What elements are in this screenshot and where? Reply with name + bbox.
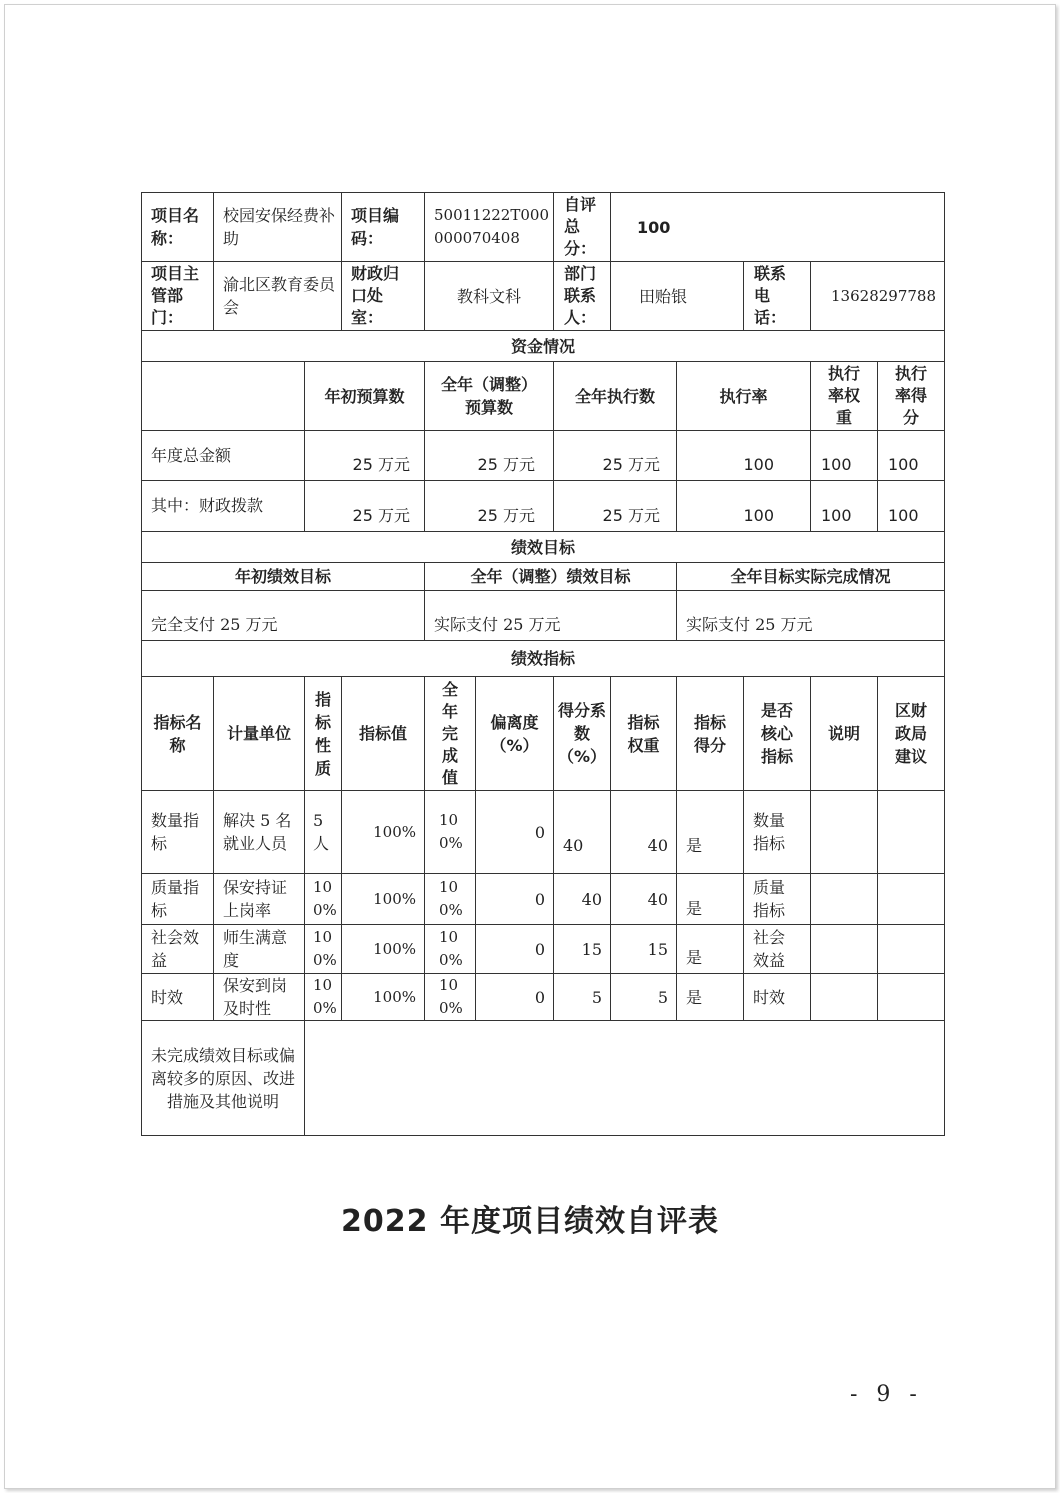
ind-col-name: 指标名称 [141, 676, 214, 791]
ind-row-completed: 100% [424, 873, 476, 925]
ind-row-note [810, 924, 878, 974]
ind-col-score: 指标得分 [676, 676, 744, 791]
ind-row-coef: 40 [553, 790, 611, 874]
ind-col-weight: 指标权重 [610, 676, 677, 791]
ind-row-nature: 100% [304, 924, 342, 974]
finance-value: 教科文科 [424, 261, 554, 331]
ind-row-deviation: 0 [475, 924, 554, 974]
goals-col-initial: 年初绩效目标 [141, 562, 425, 591]
ind-row-advice [877, 790, 945, 874]
self-score-value: 100 [610, 192, 945, 262]
ind-row-score: 是 [676, 924, 744, 974]
ind-col-note: 说明 [810, 676, 878, 791]
ind-row-advice [877, 973, 945, 1021]
ind-row-value: 100% [341, 924, 425, 974]
funds-row-initial: 25 万元 [304, 430, 425, 481]
ind-row-core: 社会效益 [743, 924, 811, 974]
funds-row-rate: 100 [676, 430, 811, 481]
dept-label: 项目主管部门： [141, 261, 214, 331]
funds-header-blank [141, 361, 305, 431]
ind-row-core: 时效 [743, 973, 811, 1021]
ind-row-weight: 15 [610, 924, 677, 974]
ind-row-deviation: 0 [475, 873, 554, 925]
ind-row-unit: 师生满意度 [213, 924, 305, 974]
goal-actual: 实际支付 25 万元 [676, 590, 945, 641]
contact-label: 部门联系人： [553, 261, 611, 331]
reason-value [304, 1020, 945, 1136]
funds-row-weight: 100 [810, 430, 878, 481]
ind-row-nature: 5人 [304, 790, 342, 874]
contact-value: 田贻银 [610, 261, 744, 331]
ind-row-unit: 解决 5 名就业人员 [213, 790, 305, 874]
ind-row-weight: 40 [610, 790, 677, 874]
reason-label: 未完成绩效目标或偏离较多的原因、改进措施及其他说明 [141, 1020, 305, 1136]
funds-col-adjusted: 全年（调整）预算数 [424, 361, 554, 431]
phone-value: 13628297788 [810, 261, 945, 331]
page-number: - 9 - [850, 1382, 923, 1407]
goal-adjusted: 实际支付 25 万元 [424, 590, 677, 641]
ind-col-advice: 区财政局建议 [877, 676, 945, 791]
funds-col-executed: 全年执行数 [553, 361, 677, 431]
ind-row-note [810, 973, 878, 1021]
funds-col-score: 执行率得分 [877, 361, 945, 431]
finance-label: 财政归口处室： [341, 261, 425, 331]
ind-row-weight: 40 [610, 873, 677, 925]
project-code: 50011222T000000070408 [424, 192, 554, 262]
ind-col-deviation: 偏离度（%） [475, 676, 554, 791]
ind-row-deviation: 0 [475, 973, 554, 1021]
ind-row-note [810, 790, 878, 874]
ind-row-name: 时效 [141, 973, 214, 1021]
goal-initial: 完全支付 25 万元 [141, 590, 425, 641]
funds-row-rate: 100 [676, 480, 811, 532]
ind-col-unit: 计量单位 [213, 676, 305, 791]
ind-row-unit: 保安到岗及时性 [213, 973, 305, 1021]
funds-section-title: 资金情况 [141, 330, 945, 362]
funds-row-label: 其中：财政拨款 [141, 480, 305, 532]
ind-col-core: 是否核心指标 [743, 676, 811, 791]
ind-row-coef: 40 [553, 873, 611, 925]
funds-col-initial: 年初预算数 [304, 361, 425, 431]
funds-row-adjusted: 25 万元 [424, 430, 554, 481]
funds-row-score: 100 [877, 480, 945, 532]
ind-row-coef: 15 [553, 924, 611, 974]
ind-row-name: 数量指标 [141, 790, 214, 874]
funds-row-label: 年度总金额 [141, 430, 305, 481]
phone-label: 联系电话： [743, 261, 811, 331]
ind-row-value: 100% [341, 873, 425, 925]
funds-row-executed: 25 万元 [553, 430, 677, 481]
goals-section-title: 绩效目标 [141, 531, 945, 563]
ind-col-nature: 指标性质 [304, 676, 342, 791]
ind-row-deviation: 0 [475, 790, 554, 874]
ind-row-advice [877, 924, 945, 974]
project-code-label: 项目编码： [341, 192, 425, 262]
ind-row-completed: 100% [424, 790, 476, 874]
ind-row-value: 100% [341, 973, 425, 1021]
ind-row-note [810, 873, 878, 925]
ind-row-unit: 保安持证上岗率 [213, 873, 305, 925]
indicators-section-title: 绩效指标 [141, 640, 945, 677]
ind-row-core: 质量指标 [743, 873, 811, 925]
funds-row-initial: 25 万元 [304, 480, 425, 532]
dept-value: 渝北区教育委员会 [213, 261, 342, 331]
ind-row-completed: 100% [424, 973, 476, 1021]
ind-row-score: 是 [676, 973, 744, 1021]
ind-row-advice [877, 873, 945, 925]
ind-row-completed: 100% [424, 924, 476, 974]
funds-row-executed: 25 万元 [553, 480, 677, 532]
funds-row-adjusted: 25 万元 [424, 480, 554, 532]
ind-row-name: 社会效益 [141, 924, 214, 974]
ind-row-name: 质量指标 [141, 873, 214, 925]
goals-col-actual: 全年目标实际完成情况 [676, 562, 945, 591]
page-title: 2022 年度项目绩效自评表 [341, 1204, 719, 1239]
funds-row-weight: 100 [810, 480, 878, 532]
project-name-label: 项目名称： [141, 192, 214, 262]
ind-row-coef: 5 [553, 973, 611, 1021]
ind-row-nature: 100% [304, 973, 342, 1021]
ind-row-score: 是 [676, 790, 744, 874]
self-score-label: 自评总分： [553, 192, 611, 262]
ind-row-nature: 100% [304, 873, 342, 925]
ind-row-score: 是 [676, 873, 744, 925]
funds-row-score: 100 [877, 430, 945, 481]
project-name: 校园安保经费补助 [213, 192, 342, 262]
goals-col-adjusted: 全年（调整）绩效目标 [424, 562, 677, 591]
ind-row-value: 100% [341, 790, 425, 874]
ind-col-completed: 全年完成值 [424, 676, 476, 791]
ind-row-core: 数量指标 [743, 790, 811, 874]
funds-col-rate: 执行率 [676, 361, 811, 431]
funds-col-weight: 执行率权重 [810, 361, 878, 431]
ind-col-coef: 得分系数（%） [553, 676, 611, 791]
ind-row-weight: 5 [610, 973, 677, 1021]
ind-col-value: 指标值 [341, 676, 425, 791]
